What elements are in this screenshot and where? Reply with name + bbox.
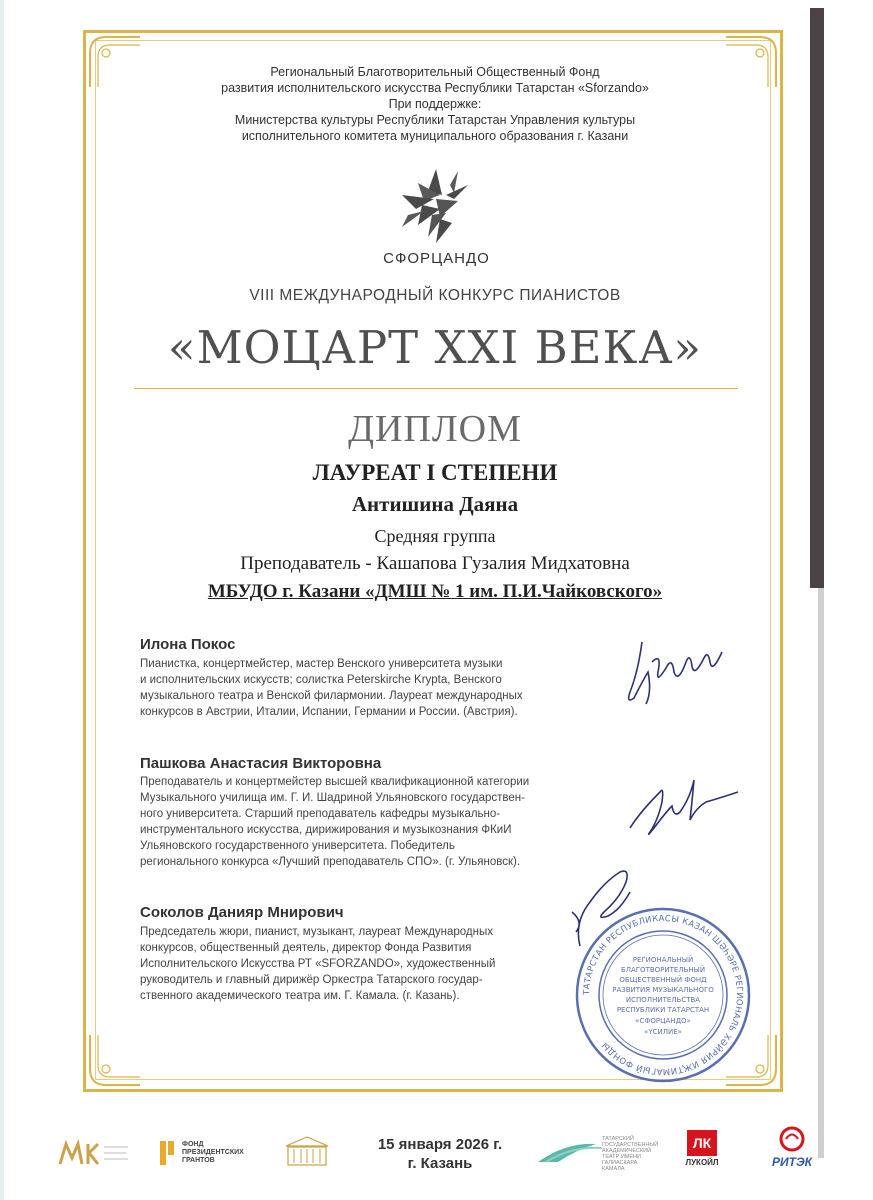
- contest-name: VIII МЕЖДУНАРОДНЫЙ КОНКУРС ПИАНИСТОВ: [249, 287, 621, 304]
- teacher-name: Преподаватель - Кашапова Гузалия Мидхатовна: [240, 553, 630, 574]
- award-level: ЛАУРЕАТ I СТЕПЕНИ: [312, 460, 558, 485]
- competition-title: «МОЦАРТ XXI ВЕКА»: [168, 321, 702, 374]
- bio-line: ственного академического театра им. Г. Камала. (г. Казань).: [140, 990, 460, 1002]
- official-seal: [574, 906, 752, 1084]
- seal-line: РАЗВИТИЯ МУЗЫКАЛЬНОГО: [612, 986, 714, 994]
- grants-label: ФОНД ПРЕЗИДЕНТСКИХ ГРАНТОВ: [182, 1141, 244, 1164]
- issue-date-place: [345, 1135, 535, 1173]
- bio-line: Председатель жюри, пианист, музыкант, лауреат Международных: [140, 926, 494, 938]
- title-divider: [134, 388, 738, 389]
- jury-member-bio: [140, 774, 610, 870]
- seal-line: «ҮСИЛИЕ»: [644, 1028, 682, 1036]
- bio-line: Исполнительского Искусства РТ «SFORZANDO», художественный: [140, 958, 496, 970]
- bio-line: музыкального театра и Венской филармонии. Лауреат международных: [140, 690, 523, 702]
- header-line-5: исполнительного комитета муниципального образования г. Казани: [241, 129, 629, 143]
- issue-date: 15 января 2026 г.: [377, 1136, 503, 1153]
- bio-line: инструментального искусства, дирижирования и музыкознания ФКиИ: [140, 824, 512, 836]
- kamal-theatre-logo: [536, 1134, 659, 1172]
- age-group: Средняя группа: [374, 526, 496, 546]
- sforzando-bird-logo: [388, 165, 484, 245]
- brand-name: СФОРЦАНДО: [383, 250, 490, 267]
- jury-member-name: Илона Покос: [140, 636, 236, 653]
- building-logo: [282, 1134, 332, 1170]
- ritek-label: РИТЭК: [771, 1155, 813, 1169]
- bio-line: Преподаватель и концертмейстер высшей квалификационной категории: [140, 776, 530, 788]
- header-line-3: При поддержке:: [388, 97, 482, 111]
- organizer-header: [120, 64, 750, 144]
- bio-line: конкурсов в Австрии, Италии, Испании, Германии и России. (Австрия).: [140, 706, 518, 718]
- seal-line: ОБЩЕСТВЕННЫЙ ФОНД: [619, 976, 707, 984]
- seal-line: БЛАГОТВОРИТЕЛЬНЫЙ: [620, 966, 706, 974]
- participant-name: Антишина Даяна: [351, 492, 519, 516]
- ritek-emblem-icon: [778, 1126, 806, 1152]
- school-name: МБУДО г. Казани «ДМШ № 1 им. П.И.Чайковского»: [207, 581, 663, 602]
- seal-line: «СФОРЦАНДО»: [635, 1017, 691, 1025]
- header-line-4: Министерства культуры Республики Татарстан Управления культуры: [234, 113, 636, 127]
- seal-line: РЕСПУБЛИКИ ТАТАРСТАН: [616, 1006, 710, 1014]
- header-line-2: развития исполнительского искусства Республики Татарстан «Sforzando»: [221, 81, 649, 95]
- mk-logo: [58, 1138, 130, 1168]
- bio-line: Ульяновского государственного университета. Победитель: [140, 840, 455, 852]
- corner-ornament-bottom-left: [86, 1031, 144, 1089]
- presidential-grants-logo: [158, 1136, 258, 1170]
- issue-city: г. Казань: [407, 1155, 473, 1172]
- jury-member-name: Соколов Данияр Мнирович: [140, 904, 344, 921]
- bio-line: регионального конкурса «Лучший преподаватель СПО». (г. Ульяновск).: [140, 856, 521, 868]
- bio-line: и исполнительских искусств; солистка Peterskirche Krypta, Венского: [140, 674, 502, 686]
- ritek-logo: [762, 1126, 822, 1174]
- seal-ring-text: ТАТАРСТАН РЕСПУБЛИКАСЫ КАЗАН ШӘҺӘРЕ РЕГИОНАЛЬ ХӘЙРИЯ ИҖТИМАГЫЙ ФОНДЫ: [581, 913, 745, 1077]
- signature-2: [620, 772, 746, 842]
- jury-member-bio: [140, 924, 610, 1004]
- lukoil-logo: [680, 1130, 724, 1174]
- grants-flag-icon: [158, 1139, 178, 1167]
- lukoil-mark: ЛК: [687, 1130, 717, 1156]
- binding-bar: [810, 8, 824, 588]
- seal-line: РЕГИОНАЛЬНЫЙ: [632, 956, 694, 964]
- bio-line: Пианистка, концертмейстер, мастер Венского университета музыки: [140, 658, 503, 670]
- bio-line: руководитель и главный дирижёр Оркестра Татарского государ-: [140, 974, 483, 986]
- signature-1: [612, 632, 732, 712]
- theatre-label: ТАТАРСКИЙ ГОСУДАРСТВЕННЫЙ АКАДЕМИЧЕСКИЙ ТЕАТР ИМЕНИ ГАЛИАСКАРА КАМАЛА: [602, 1136, 659, 1172]
- bio-line: ного университета. Старший преподаватель кафедры музыкально-: [140, 808, 501, 820]
- bio-line: Музыкального училища им. Г. И. Шадриной Ульяновского государствен-: [140, 792, 525, 804]
- header-line-1: Региональный Благотворительный Общественный Фонд: [270, 65, 600, 79]
- binding-shadow: [818, 588, 824, 1158]
- page-edge: [0, 0, 4, 1200]
- bio-line: конкурсов, общественный деятель, директор Фонда Развития: [140, 942, 472, 954]
- diploma-heading: ДИПЛОМ: [348, 408, 522, 450]
- jury-member-name: Пашкова Анастасия Викторовна: [140, 755, 382, 772]
- lukoil-label: ЛУКОЙЛ: [685, 1158, 719, 1167]
- jury-member-bio: [140, 656, 610, 720]
- seal-line: ИСПОЛНИТЕЛЬСТВА: [625, 996, 701, 1004]
